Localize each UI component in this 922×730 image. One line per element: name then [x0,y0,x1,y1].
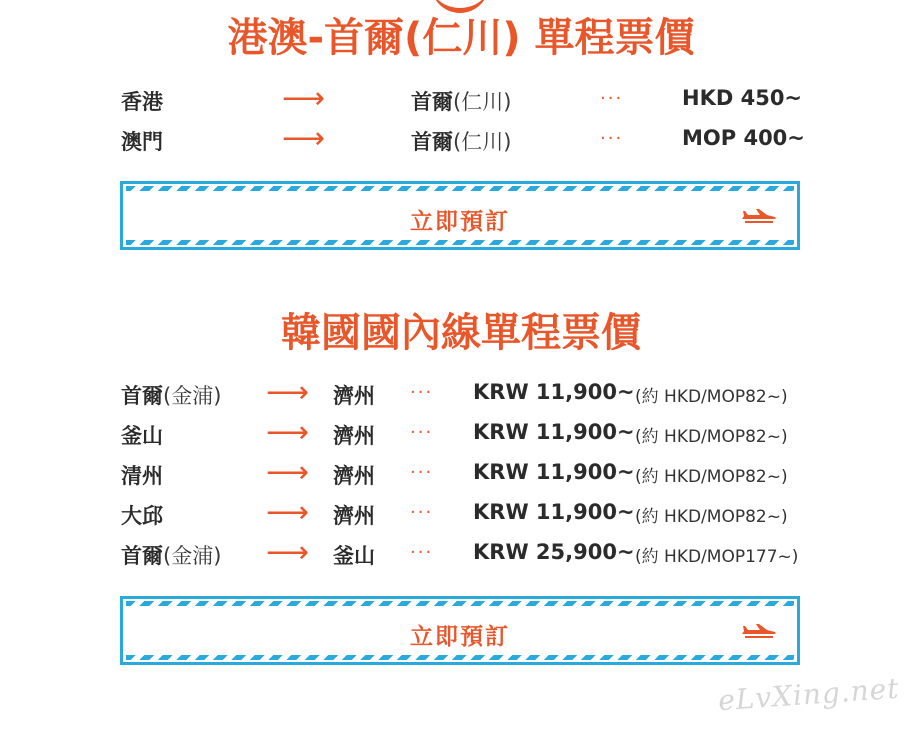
stripe-border [126,655,794,660]
domestic-route-from: 首爾(金浦) [121,544,222,568]
airplane-icon [741,208,777,224]
domestic-route-from: 清州 [121,464,163,488]
domestic-route-from: 釜山 [121,424,163,448]
dots-separator: ··· [600,128,624,149]
domestic-route-to: 濟州 [333,424,375,448]
domestic-route-price: KRW 11,900~ [473,380,635,404]
arrow-icon: ⟶ [266,415,310,450]
domestic-route-note: (約 HKD/MOP82~) [635,427,788,447]
arrow-icon: ⟶ [266,495,310,530]
route2-to: 首爾(仁川) [411,130,512,154]
arrow-icon: ⟶ [266,375,310,410]
dots-separator: ··· [600,88,624,109]
domestic-route-to: 濟州 [333,384,375,408]
domestic-route-note: (約 HKD/MOP82~) [635,507,788,527]
domestic-route-note: (約 HKD/MOP82~) [635,467,788,487]
airplane-icon [741,623,777,639]
domestic-route-price: KRW 11,900~ [473,500,635,524]
route1-to: 首爾(仁川) [411,90,512,114]
route1-price: HKD 450~ [682,86,803,110]
stripe-border [126,240,794,245]
domestic-route-note: (約 HKD/MOP82~) [635,387,788,407]
domestic-route-to: 釜山 [333,544,375,568]
domestic-route-price: KRW 11,900~ [473,420,635,444]
watermark: eLvXing.net [717,671,901,718]
arrow-icon: ⟶ [266,535,310,570]
domestic-route-note: (約 HKD/MOP177~) [635,547,799,567]
book-now-button[interactable] [120,181,800,250]
dots-separator: ··· [410,422,434,443]
domestic-route-to: 濟州 [333,504,375,528]
domestic-route-price: KRW 11,900~ [473,460,635,484]
route2-from: 澳門 [121,130,163,154]
dots-separator: ··· [410,462,434,483]
dots-separator: ··· [410,542,434,563]
route2-price: MOP 400~ [682,126,805,150]
section2-title: 韓國國內線單程票價 [281,310,641,356]
domestic-route-from: 首爾(金浦) [121,384,222,408]
domestic-route-to: 濟州 [333,464,375,488]
book-now-button[interactable] [120,596,800,665]
section1-title: 港澳-首爾(仁川) 單程票價 [227,15,695,61]
route1-from: 香港 [121,90,163,114]
arrow-icon: ⟶ [282,81,326,116]
book-now-label: 立即預訂 [410,624,510,650]
decorative-arc [431,0,489,13]
domestic-route-price: KRW 25,900~ [473,540,635,564]
dots-separator: ··· [410,502,434,523]
arrow-icon: ⟶ [266,455,310,490]
dots-separator: ··· [410,382,434,403]
stripe-border [126,601,794,606]
book-now-label: 立即預訂 [410,209,510,235]
arrow-icon: ⟶ [282,121,326,156]
stripe-border [126,186,794,191]
domestic-route-from: 大邱 [121,504,163,528]
